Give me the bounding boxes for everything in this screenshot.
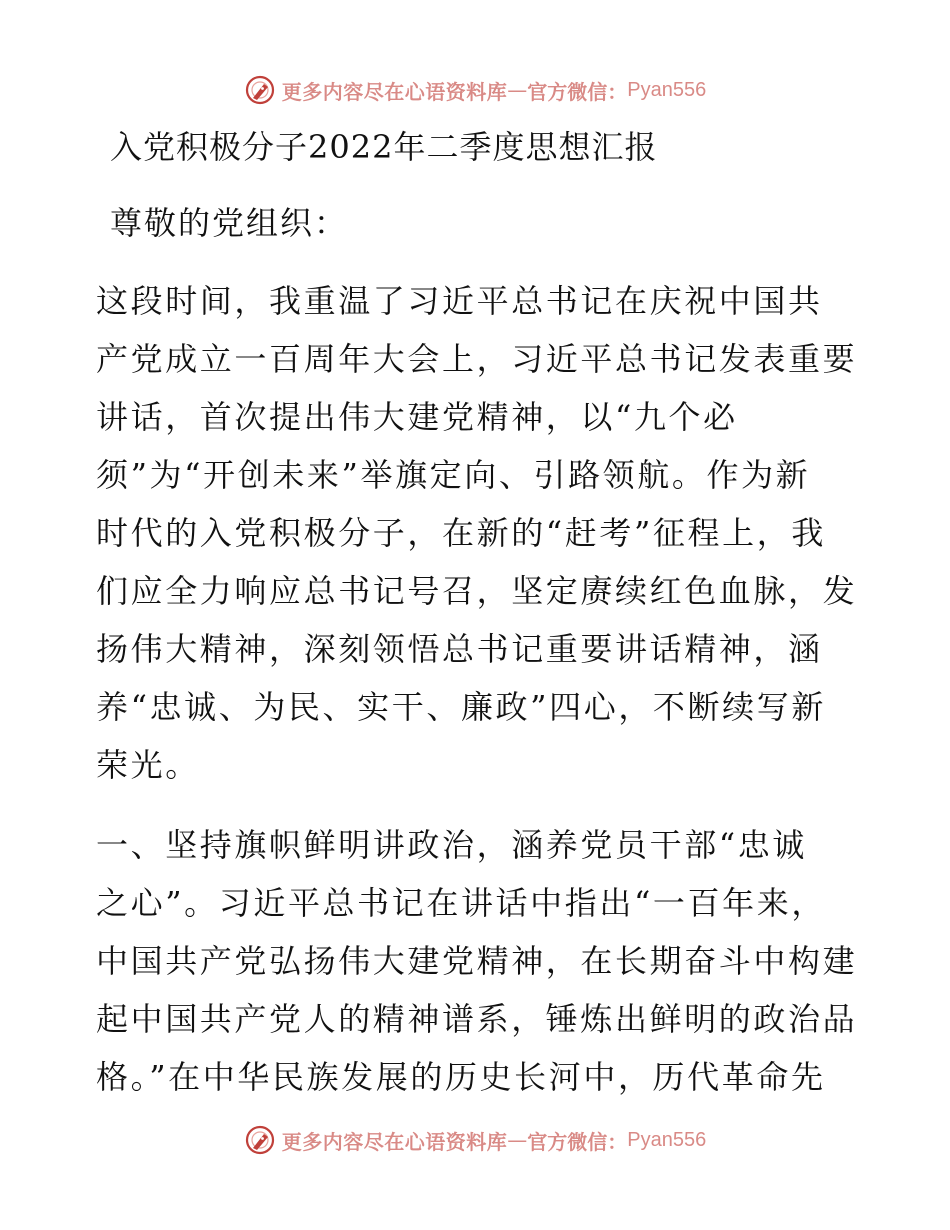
banner-wechat-label: 官方微信： (527, 1129, 628, 1154)
text-line: 起中国共产党人的精神谱系，锤炼出鲜明的政治品 (96, 1000, 858, 1038)
text-line: 中国共产党弘扬伟大建党精神，在长期奋斗中构建 (96, 942, 858, 980)
text-line: 养“忠诚、为民、实干、廉政”四心，不断续写新 (96, 688, 826, 726)
text-line: 荣光。 (96, 746, 200, 784)
document-title: 入党积极分子2022年二季度思想汇报 (110, 128, 658, 166)
text-line: 格。”在中华民族发展的历史长河中，历代革命先 (96, 1058, 826, 1096)
text-line: 之心”。习近平总书记在讲话中指出“一百年来， (96, 884, 826, 922)
salutation: 尊敬的党组织： (110, 204, 349, 242)
banner-wechat-label: 官方微信： (527, 79, 628, 104)
text-line: 须”为“开创未来”举旗定向、引路领航。作为新 (96, 456, 811, 494)
banner-text: 更多内容尽在心语资料库 (281, 79, 508, 104)
text-line: 时代的入党积极分子，在新的“赶考”征程上，我 (96, 514, 826, 552)
text-line: 一、坚持旗帜鲜明讲政治，涵养党员干部“忠诚 (96, 826, 807, 864)
banner-wechat-id: Pyan556 (627, 1128, 707, 1151)
header-watermark-banner (0, 70, 950, 110)
banner-dash: — (507, 78, 528, 102)
text-line: 们应全力响应总书记号召，坚定赓续红色血脉，发 (96, 572, 858, 610)
document-body (96, 120, 856, 1106)
footer-watermark-banner (0, 1120, 950, 1160)
paragraph-section-one (96, 816, 856, 1106)
banner-dash: — (507, 1128, 528, 1152)
pen-nib-circle-logo-icon (244, 74, 276, 106)
pen-nib-circle-logo-icon (244, 1124, 276, 1156)
text-line: 这段时间，我重温了习近平总书记在庆祝中国共 (96, 282, 823, 320)
paragraph-intro (96, 272, 856, 794)
text-line: 扬伟大精神，深刻领悟总书记重要讲话精神，涵 (96, 630, 823, 668)
banner-text: 更多内容尽在心语资料库 (281, 1129, 508, 1154)
banner-wechat-id: Pyan556 (627, 78, 707, 101)
text-line: 讲话，首次提出伟大建党精神，以“九个必 (96, 398, 738, 436)
text-line: 产党成立一百周年大会上，习近平总书记发表重要 (96, 340, 858, 378)
